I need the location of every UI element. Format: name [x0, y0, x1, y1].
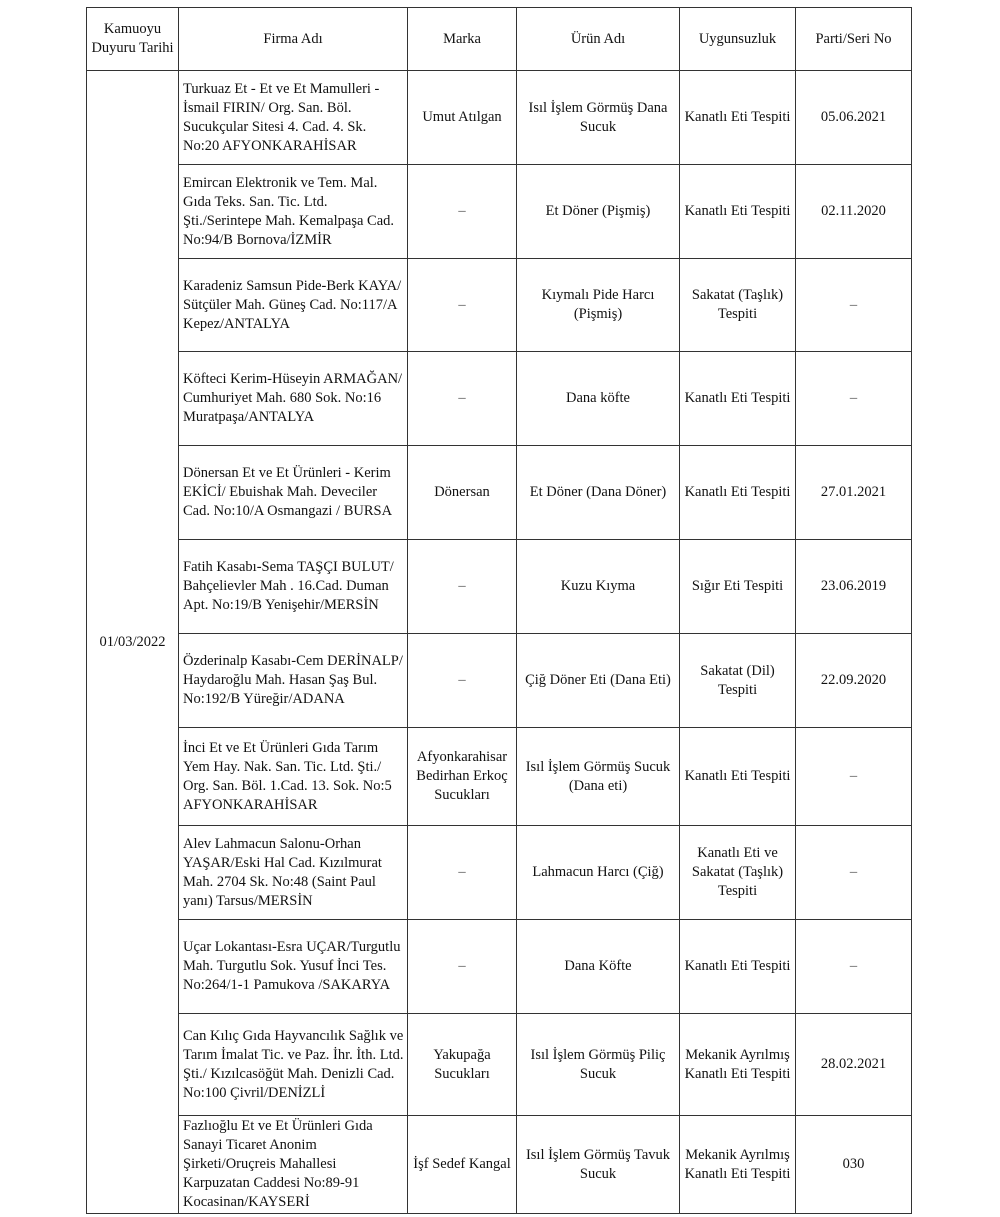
product-name-cell: Dana Köfte [517, 920, 680, 1014]
lot-number-cell: – [796, 352, 912, 446]
firm-name-cell: İnci Et ve Et Ürünleri Gıda Tarım Yem Hay. Nak. San. Tic. Ltd. Şti./ Org. San. Böl. 1.Cad. 13. Sok. No:5 AFYONKARAHİSAR [179, 728, 408, 826]
table-row [87, 634, 912, 728]
lot-number-cell: 28.02.2021 [796, 1014, 912, 1116]
product-name-cell: Et Döner (Dana Döner) [517, 446, 680, 540]
table-row [87, 540, 912, 634]
nonconformity-cell: Mekanik Ayrılmış Kanatlı Eti Tespiti [680, 1116, 796, 1214]
header-row [87, 8, 912, 71]
header-product: Ürün Adı [517, 8, 680, 71]
firm-name-cell: Fazlıoğlu Et ve Et Ürünleri Gıda Sanayi Ticaret Anonim Şirketi/Oruçreis Mahallesi Karpuzatan Caddesi No:89-91 Kocasinan/KAYSERİ [179, 1116, 408, 1214]
table-row [87, 71, 912, 165]
brand-cell: Umut Atılgan [408, 71, 517, 165]
lot-number-cell: – [796, 259, 912, 352]
product-name-cell: Dana köfte [517, 352, 680, 446]
nonconformity-cell: Kanatlı Eti Tespiti [680, 352, 796, 446]
nonconformity-cell: Sakatat (Taşlık) Tespiti [680, 259, 796, 352]
header-brand: Marka [408, 8, 517, 71]
nonconformity-cell: Kanatlı Eti Tespiti [680, 728, 796, 826]
recall-table [86, 7, 912, 1214]
firm-name-cell: Alev Lahmacun Salonu-Orhan YAŞAR/Eski Hal Cad. Kızılmurat Mah. 2704 Sk. No:48 (Saint Paul yanı) Tarsus/MERSİN [179, 826, 408, 920]
brand-cell: – [408, 540, 517, 634]
firm-name-cell: Özderinalp Kasabı-Cem DERİNALP/ Haydaroğlu Mah. Hasan Şaş Bul. No:192/B Yüreğir/ADANA [179, 634, 408, 728]
nonconformity-cell: Mekanik Ayrılmış Kanatlı Eti Tespiti [680, 1014, 796, 1116]
brand-cell: – [408, 920, 517, 1014]
product-name-cell: Isıl İşlem Görmüş Sucuk (Dana eti) [517, 728, 680, 826]
header-issue: Uygunsuzluk [680, 8, 796, 71]
brand-cell: – [408, 826, 517, 920]
lot-number-cell: 22.09.2020 [796, 634, 912, 728]
firm-name-cell: Karadeniz Samsun Pide-Berk KAYA/ Sütçüler Mah. Güneş Cad. No:117/A Kepez/ANTALYA [179, 259, 408, 352]
header-lot: Parti/Seri No [796, 8, 912, 71]
firm-name-cell: Fatih Kasabı-Sema TAŞÇI BULUT/ Bahçelievler Mah . 16.Cad. Duman Apt. No:19/B Yenişehir/MERSİN [179, 540, 408, 634]
announcement-date-cell: 01/03/2022 [87, 71, 179, 1214]
nonconformity-cell: Kanatlı Eti Tespiti [680, 446, 796, 540]
table-row [87, 826, 912, 920]
product-name-cell: Isıl İşlem Görmüş Dana Sucuk [517, 71, 680, 165]
brand-cell: – [408, 352, 517, 446]
brand-cell: – [408, 165, 517, 259]
firm-name-cell: Emircan Elektronik ve Tem. Mal. Gıda Teks. San. Tic. Ltd. Şti./Serintepe Mah. Kemalpaşa Cad. No:94/B Bornova/İZMİR [179, 165, 408, 259]
brand-cell: İşf Sedef Kangal [408, 1116, 517, 1214]
lot-number-cell: 23.06.2019 [796, 540, 912, 634]
product-name-cell: Kuzu Kıyma [517, 540, 680, 634]
lot-number-cell: 05.06.2021 [796, 71, 912, 165]
lot-number-cell: – [796, 826, 912, 920]
table-row [87, 352, 912, 446]
nonconformity-cell: Kanatlı Eti ve Sakatat (Taşlık) Tespiti [680, 826, 796, 920]
nonconformity-cell: Kanatlı Eti Tespiti [680, 165, 796, 259]
lot-number-cell: – [796, 920, 912, 1014]
product-name-cell: Et Döner (Pişmiş) [517, 165, 680, 259]
firm-name-cell: Uçar Lokantası-Esra UÇAR/Turgutlu Mah. Turgutlu Sok. Yusuf İnci Tes. No:264/1-1 Pamukova /SAKARYA [179, 920, 408, 1014]
lot-number-cell: 27.01.2021 [796, 446, 912, 540]
nonconformity-cell: Kanatlı Eti Tespiti [680, 71, 796, 165]
firm-name-cell: Can Kılıç Gıda Hayvancılık Sağlık ve Tarım İmalat Tic. ve Paz. İhr. İth. Ltd. Şti./ Kızılcasöğüt Mah. Denizli Cad. No:100 Çivril/DENİZLİ [179, 1014, 408, 1116]
nonconformity-cell: Kanatlı Eti Tespiti [680, 920, 796, 1014]
brand-cell: – [408, 634, 517, 728]
firm-name-cell: Turkuaz Et - Et ve Et Mamulleri - İsmail FIRIN/ Org. San. Böl. Sucukçular Sitesi 4. Cad. 4. Sk. No:20 AFYONKARAHİSAR [179, 71, 408, 165]
table-row [87, 920, 912, 1014]
firm-name-cell: Köfteci Kerim-Hüseyin ARMAĞAN/ Cumhuriyet Mah. 680 Sok. No:16 Muratpaşa/ANTALYA [179, 352, 408, 446]
lot-number-cell: 030 [796, 1116, 912, 1214]
nonconformity-cell: Sığır Eti Tespiti [680, 540, 796, 634]
product-name-cell: Isıl İşlem Görmüş Piliç Sucuk [517, 1014, 680, 1116]
table-row [87, 259, 912, 352]
table-row [87, 1014, 912, 1116]
brand-cell: – [408, 259, 517, 352]
product-name-cell: Lahmacun Harcı (Çiğ) [517, 826, 680, 920]
table-row [87, 1116, 912, 1214]
firm-name-cell: Dönersan Et ve Et Ürünleri - Kerim EKİCİ/ Ebuishak Mah. Deveciler Cad. No:10/A Osmangazi / BURSA [179, 446, 408, 540]
brand-cell: Afyonkarahisar Bedirhan Erkoç Sucukları [408, 728, 517, 826]
table-row [87, 165, 912, 259]
lot-number-cell: 02.11.2020 [796, 165, 912, 259]
header-date: Kamuoyu Duyuru Tarihi [87, 8, 179, 71]
nonconformity-cell: Sakatat (Dil) Tespiti [680, 634, 796, 728]
brand-cell: Yakupağa Sucukları [408, 1014, 517, 1116]
product-name-cell: Isıl İşlem Görmüş Tavuk Sucuk [517, 1116, 680, 1214]
table-row [87, 446, 912, 540]
header-firm: Firma Adı [179, 8, 408, 71]
lot-number-cell: – [796, 728, 912, 826]
brand-cell: Dönersan [408, 446, 517, 540]
product-name-cell: Çiğ Döner Eti (Dana Eti) [517, 634, 680, 728]
product-name-cell: Kıymalı Pide Harcı (Pişmiş) [517, 259, 680, 352]
table-row [87, 728, 912, 826]
